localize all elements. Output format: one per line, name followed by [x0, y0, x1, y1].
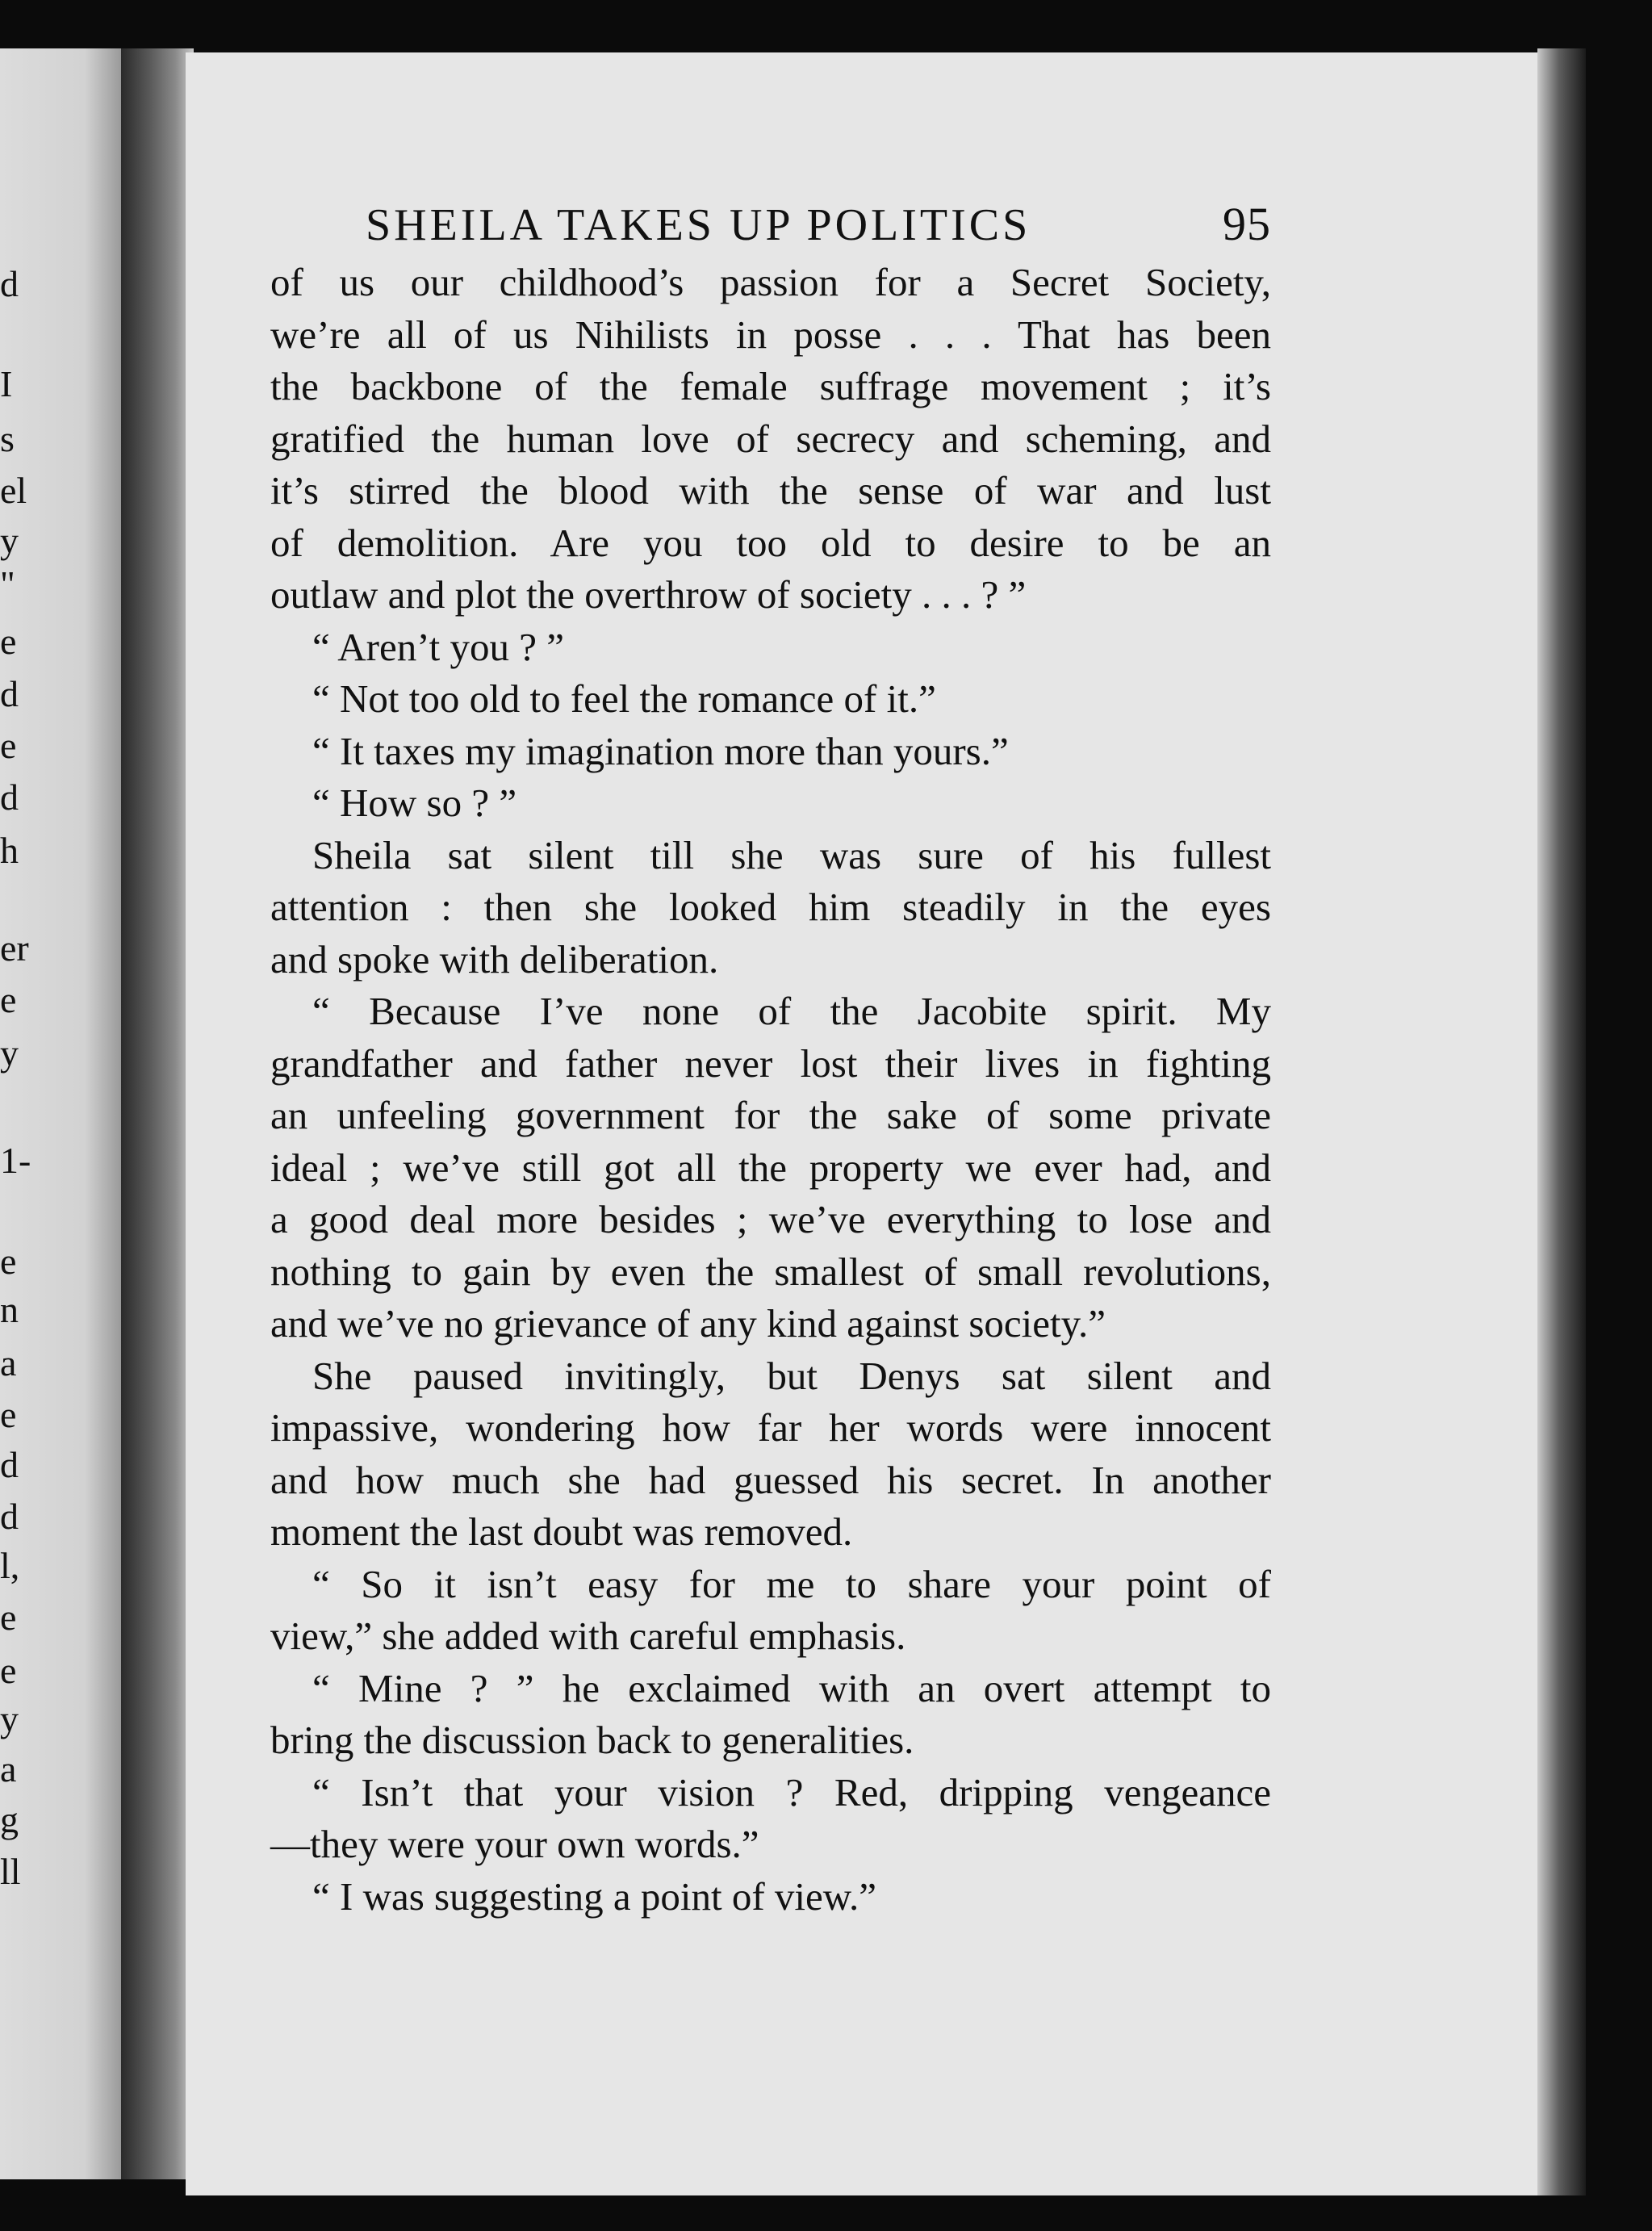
left-edge-letter: e	[0, 725, 17, 767]
left-edge-letter: e	[0, 979, 17, 1021]
text-line: “ Aren’t you ? ”	[312, 624, 565, 669]
text-line: She paused invitingly, but Denys sat silent and	[312, 1353, 1271, 1398]
text-line: attention : then she looked him steadily in the eyes	[270, 885, 1271, 929]
text-line: “ I was suggesting a point of view.”	[312, 1873, 876, 1919]
left-edge-letter: a	[0, 1748, 17, 1790]
page-content	[270, 194, 1271, 1923]
left-edge-letter: ll	[0, 1850, 21, 1892]
left-edge-letter: "	[0, 563, 15, 605]
text-line: and spoke with deliberation.	[270, 936, 719, 982]
text-line: of demolition. Are you too old to desire to be an	[270, 520, 1271, 565]
text-line: the backbone of the female suffrage movement ; it’s	[270, 364, 1271, 408]
left-edge-letter: er	[0, 927, 29, 969]
left-edge-letter: y	[0, 520, 19, 562]
text-line: and how much she had guessed his secret. In another	[270, 1457, 1271, 1502]
left-edge-letter: e	[0, 1240, 17, 1282]
text-line: an unfeeling government for the sake of some private	[270, 1093, 1271, 1137]
left-edge-letter: y	[0, 1698, 19, 1740]
text-line: outlaw and plot the overthrow of society . . . ? ”	[270, 572, 1027, 617]
text-line: it’s stirred the blood with the sense of war and lust	[270, 468, 1271, 513]
left-edge-letter: e	[0, 1649, 17, 1691]
book-spine-shadow	[121, 48, 194, 2179]
left-edge-letter: 1-	[0, 1140, 31, 1182]
text-line: gratified the human love of secrecy and scheming, and	[270, 416, 1271, 461]
text-line: grandfather and father never lost their lives in fighting	[270, 1040, 1271, 1086]
left-edge-letter: I	[0, 363, 13, 405]
left-edge-letter: d	[0, 1444, 19, 1486]
text-line: impassive, wondering how far her words were innocent	[270, 1405, 1271, 1450]
left-edge-letter: h	[0, 830, 19, 872]
left-edge-letter: d	[0, 673, 19, 715]
text-line: bring the discussion back to generalities.	[270, 1718, 914, 1762]
text-line: moment the last doubt was removed.	[270, 1509, 853, 1554]
text-line: “ Not too old to feel the romance of it.”	[312, 676, 936, 721]
running-title: SHEILA TAKES UP POLITICS	[366, 200, 1031, 250]
left-page-edge	[0, 48, 121, 2179]
text-line: view,” she added with careful emphasis.	[270, 1614, 906, 1658]
page-number: 95	[1223, 198, 1271, 250]
text-line: nothing to gain by even the smallest of small revolutions,	[270, 1249, 1271, 1294]
text-line: we’re all of us Nihilists in posse . . . That has been	[270, 312, 1271, 357]
text-line: “ How so ? ”	[312, 781, 517, 825]
text-line: “ So it isn’t easy for me to share your point of	[312, 1561, 1271, 1606]
left-edge-letter: d	[0, 262, 19, 304]
body-text	[270, 257, 1271, 1923]
text-line: “ Because I’ve none of the Jacobite spirit. My	[312, 989, 1271, 1033]
text-line: and we’ve no grievance of any kind against society.”	[270, 1301, 1106, 1346]
text-line: “ Mine ? ” he exclaimed with an overt attempt to	[312, 1665, 1271, 1710]
text-line: a good deal more besides ; we’ve everything to lose and	[270, 1197, 1271, 1241]
left-page-letters	[0, 48, 48, 2179]
left-edge-letter: l,	[0, 1544, 20, 1586]
left-edge-letter: d	[0, 776, 19, 818]
left-edge-letter: a	[0, 1342, 17, 1383]
left-edge-letter: s	[0, 417, 15, 459]
left-edge-letter: d	[0, 1496, 19, 1538]
left-edge-letter: e	[0, 1394, 17, 1435]
text-line: “ It taxes my imagination more than yours.”	[312, 728, 1009, 773]
text-line: Sheila sat silent till she was sure of his fullest	[312, 832, 1271, 877]
right-page-edge	[1537, 48, 1586, 2195]
left-edge-letter: y	[0, 1032, 19, 1074]
running-header	[270, 194, 1271, 255]
text-line: “ Isn’t that your vision ? Red, dripping vengeance	[312, 1769, 1271, 1815]
left-edge-letter: n	[0, 1289, 19, 1331]
text-line: of us our childhood’s passion for a Secret Society,	[270, 260, 1271, 304]
text-line: —they were your own words.”	[270, 1822, 759, 1866]
text-line: ideal ; we’ve still got all the property we ever had, and	[270, 1145, 1271, 1190]
left-edge-letter: g	[0, 1798, 19, 1840]
left-edge-letter: el	[0, 469, 27, 511]
left-edge-letter: e	[0, 1596, 17, 1638]
left-edge-letter: e	[0, 620, 17, 662]
